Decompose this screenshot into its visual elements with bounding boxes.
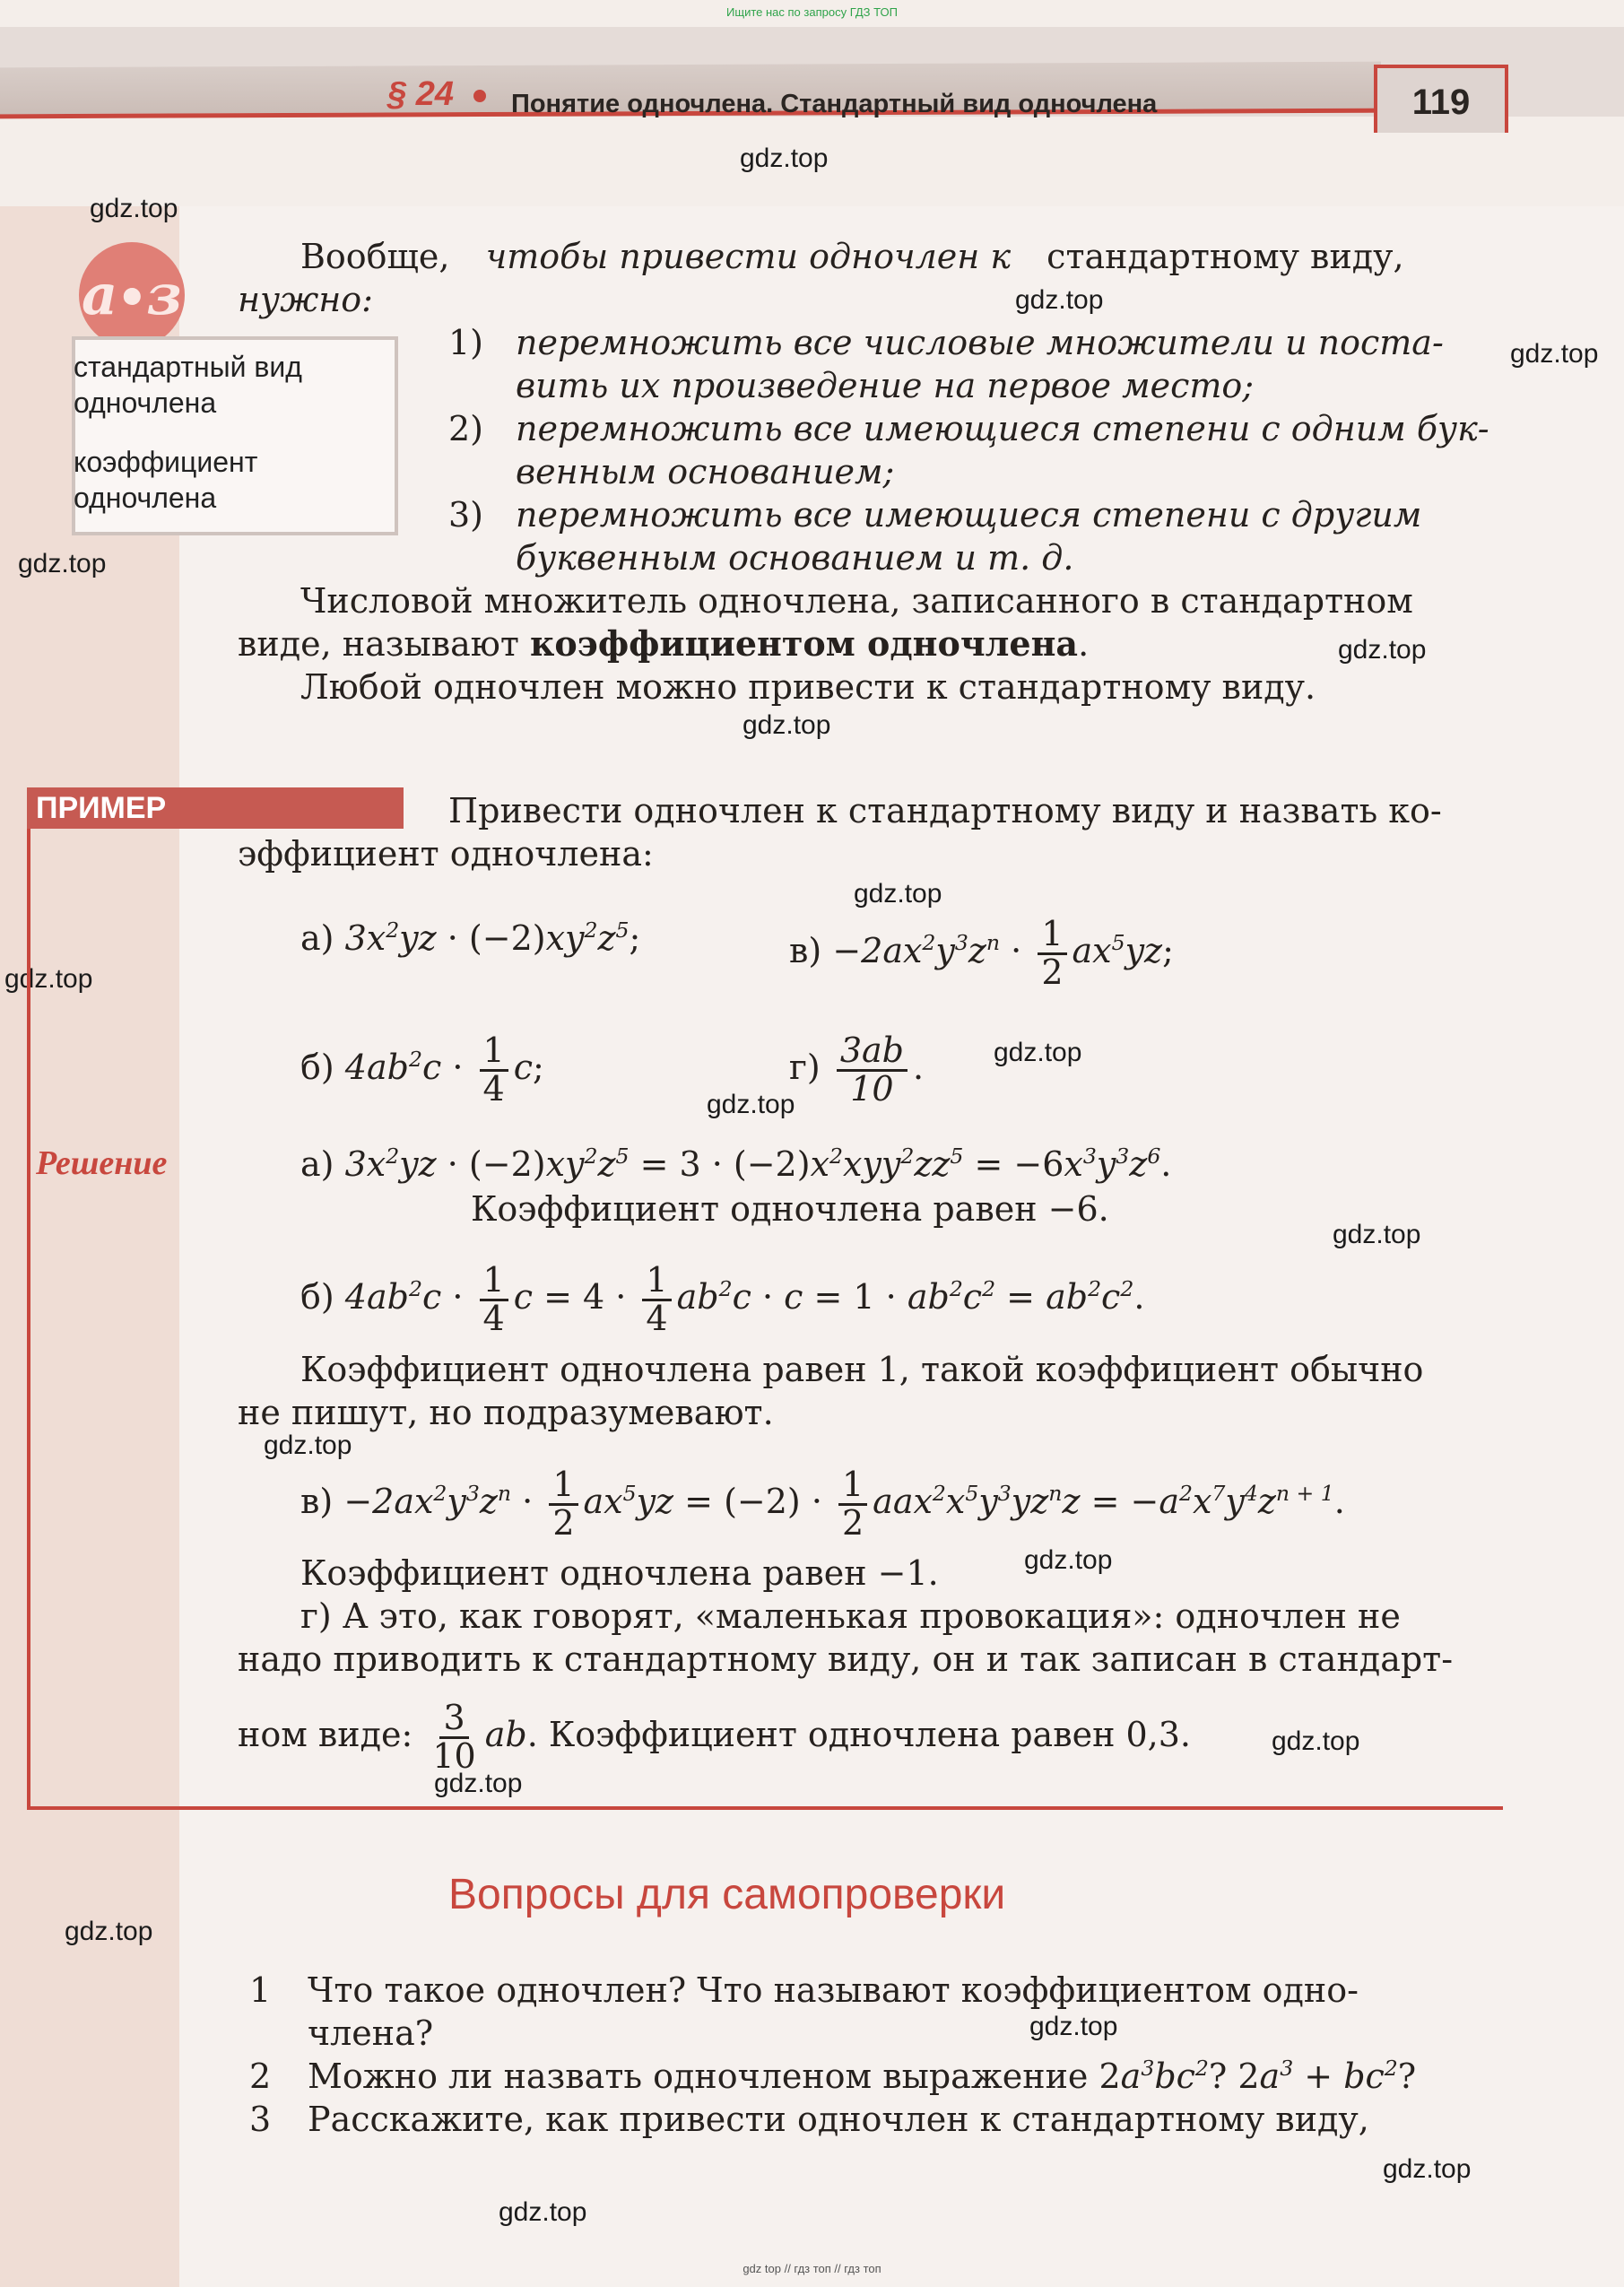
definition-line: Числовой множитель одночлена, записанного в стандартном [300,581,1413,621]
example-label: ПРИМЕР [27,787,404,829]
question-number: 2 [249,2057,272,2096]
section-title: Понятие одночлена. Стандартный вид одночлена [511,90,1158,118]
rule-intro-end: нужно: [238,280,373,319]
watermark: gdz.top [854,879,942,909]
definition-term: коэффициентом одночлена [529,623,1079,664]
rule-step-number: 2) [448,409,484,448]
questions-title: Вопросы для самопроверки [448,1871,1006,1918]
solution-v: $в) -2ax^2y^3z^n$ · $\frac{1}{2}$ $ax^5yz = (-2)$ · $\frac{1}{2}$ $aax^2x^5y^3yz^nz = -a^2x^7y^4z^{n + 1}$. [300,1465,1345,1543]
page-number: 119 [1374,65,1508,133]
task-item-a: а) $3x^2yz \cdot (-2)xy^2z^5$; [300,917,641,958]
question-text: члена? [308,2013,434,2053]
solution-g-end: ном виде: $\frac{3}{10}$ ab. Коэффициент одночлена равен 0,3. [238,1698,1191,1776]
watermark: gdz.top [1024,1545,1113,1575]
watermark: gdz.top [264,1430,352,1460]
watermark: gdz.top [1272,1726,1360,1756]
watermark: gdz.top [743,710,831,740]
watermark: gdz.top [90,194,178,223]
solution-g: г) А это, как говорят, «маленькая провокация»: одночлен не [300,1596,1401,1636]
solution-b-coefficient: не пишут, но подразумевают. [238,1393,774,1432]
sidebar-term: стандартный вид одночлена [74,351,302,419]
solution-g: надо приводить к стандартному виду, он и так записан в стандарт- [238,1639,1454,1679]
watermark: gdz.top [1333,1220,1421,1249]
question-text: Что такое одночлен? Что называют коэффициентом одно- [308,1970,1359,2010]
example-task: эффициент одночлена: [238,834,654,874]
rule-step-text: перемножить все числовые множители и поста- [516,323,1444,362]
solution-b-coefficient: Коэффициент одночлена равен 1, такой коэффициент обычно [300,1350,1424,1389]
rule-step-text: буквенным основанием и т. д. [516,538,1074,578]
rule-step-number: 3) [448,495,484,535]
algebra-logo-icon: a∙з [79,242,185,348]
watermark: gdz.top [994,1038,1082,1067]
watermark: gdz.top [1029,2012,1118,2041]
rule-intro-italic: чтобы привести одночлен к [485,237,1012,276]
sidebar-term: коэффициент одночлена [74,446,258,514]
watermark: gdz.top [1338,635,1427,665]
watermark: gdz.top [740,143,829,173]
rule-step-text: перемножить все имеющиеся степени с другим [516,495,1422,535]
watermark: gdz.top [1383,2154,1472,2184]
solution-v-coefficient: Коэффициент одночлена равен −1. [300,1553,939,1593]
rule-intro-text: стандартному виду, [1046,237,1404,276]
solution-b: б) $4ab^2c$ · $\frac{1}{4}$ c = 4 · $\frac{1}{4}$ $ab^2c \cdot c = 1 \cdot ab^2c^2 = ab^2c^2$. [300,1260,1145,1338]
task-item-g: г) $\frac{3ab}{10}$ . [789,1030,925,1109]
question-text: Можно ли назвать одночленом выражение $2a^3bc^2$? $2a^3 + bc^2$? [308,2055,1417,2096]
watermark: gdz.top [434,1769,523,1798]
solution-a-coefficient: Коэффициент одночлена равен −6. [471,1189,1109,1229]
rule-step-number: 1) [448,323,484,362]
top-banner: Ищите нас по запросу ГДЗ ТОП [726,5,898,19]
rule-step-text: венным основанием; [516,452,895,491]
definition-period: . [1078,624,1090,664]
watermark: gdz.top [4,964,93,994]
rule-step-text: перемножить все имеющиеся степени с одним бук- [516,409,1489,448]
example-task: Привести одночлен к стандартному виду и назвать ко- [448,791,1442,830]
question-number: 3 [249,2100,272,2139]
question-number: 1 [249,1970,272,2010]
watermark: gdz.top [65,1917,153,1946]
rule-step-text: вить их произведение на первое место; [516,366,1255,405]
watermark: gdz.top [18,549,107,578]
watermark: gdz.top [1510,339,1599,369]
definition-line: Любой одночлен можно привести к стандартному виду. [300,667,1316,707]
solution-a: а) $3x^2yz \cdot (-2)xy^2z^5 = 3 \cdot (-2)x^2xyy^2zz^5 = -6x^3y^3z^6$. [300,1143,1172,1184]
question-text: Расскажите, как привести одночлен к стандартному виду, [308,2100,1369,2139]
section-bullet-icon [473,90,486,102]
section-number: § 24 [387,75,454,113]
solution-label: Решение [36,1144,168,1182]
watermark: gdz.top [499,2197,587,2227]
rule-intro-word: Вообще, [300,237,450,276]
rule-intro [300,235,1502,278]
definition-text: виде, называют [238,624,519,664]
task-item-b: б) $4ab^2c$ · $\frac{1}{4}$ c; [300,1030,544,1109]
task-item-v: $в) -2ax^2y^3z^n$ · $\frac{1}{2}$ $ax^5yz$; [789,914,1174,992]
watermark: gdz.top [707,1090,795,1119]
definition-line [238,622,1502,665]
watermark: gdz.top [1015,285,1104,315]
bottom-banner: gdz top // гдз топ // гдз топ [743,2262,881,2275]
